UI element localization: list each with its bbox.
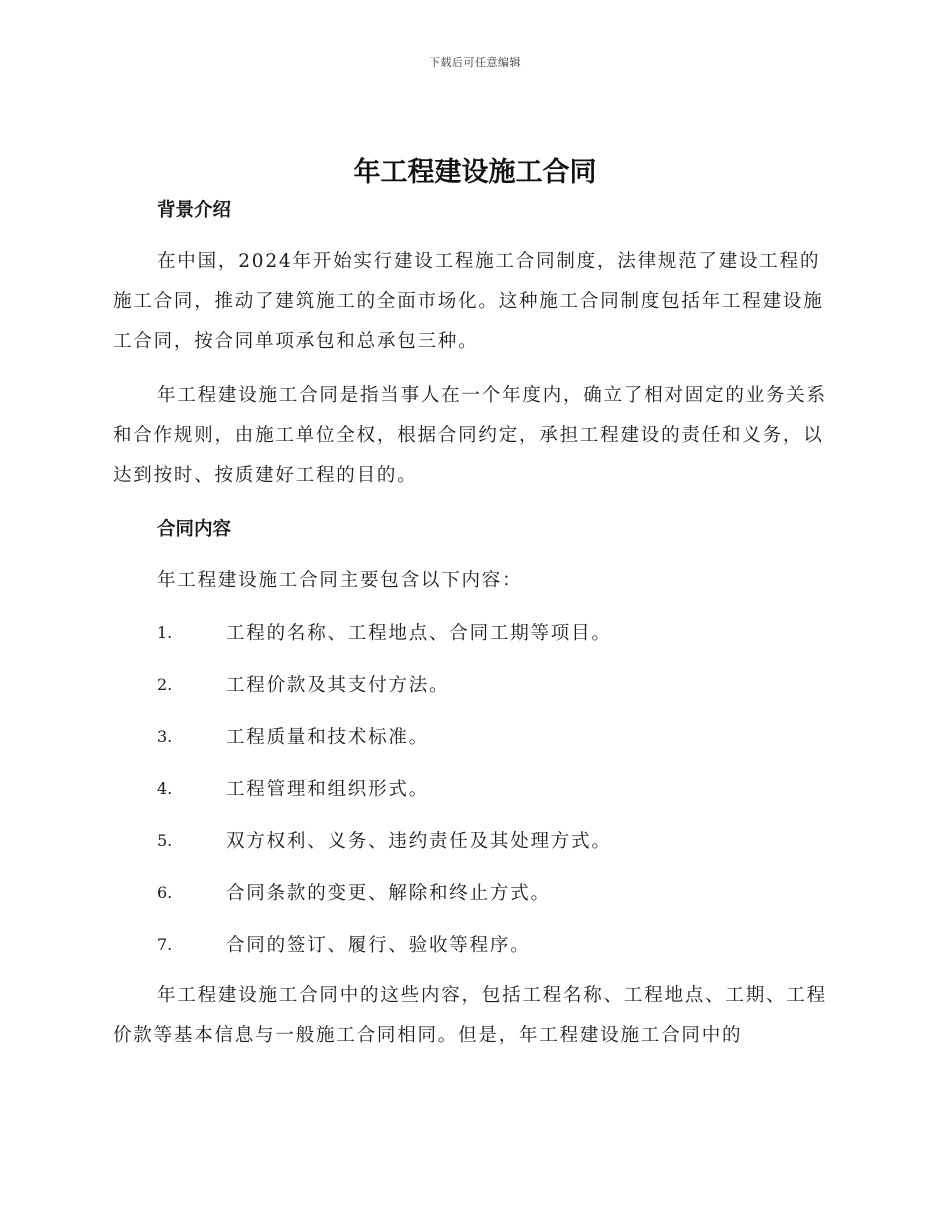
contract-content-intro: 年工程建设施工合同主要包含以下内容： bbox=[157, 570, 523, 591]
list-item-text: 工程价款及其支付方法。 bbox=[226, 675, 450, 696]
list-item bbox=[113, 924, 837, 964]
list-item bbox=[113, 612, 837, 652]
list-item-text: 工程的名称、工程地点、合同工期等项目。 bbox=[226, 623, 612, 644]
document-body bbox=[113, 191, 837, 1056]
list-item-number: 3. bbox=[157, 726, 173, 746]
list-item bbox=[113, 768, 837, 808]
background-paragraph-1: 在中国，2024年开始实行建设工程施工合同制度，法律规范了建设工程的施工合同，推动了建筑施工的全面市场化。这种施工合同制度包括年工程建设施工合同，按合同单项承包和总承包三种。 bbox=[113, 251, 824, 352]
section-heading-background: 背景介绍 bbox=[157, 200, 232, 221]
contract-content-closing-paragraph: 年工程建设施工合同中的这些内容，包括工程名称、工程地点、工期、工程价款等基本信息与一般施工合同相同。但是，年工程建设施工合同中的 bbox=[113, 985, 827, 1046]
list-item-text: 合同条款的变更、解除和终止方式。 bbox=[226, 883, 551, 904]
background-paragraph-2: 年工程建设施工合同是指当事人在一个年度内，确立了相对固定的业务关系和合作规则，由施工单位全权，根据合同约定，承担工程建设的责任和义务，以达到按时、按质建好工程的目的。 bbox=[113, 385, 827, 486]
list-item bbox=[113, 872, 837, 912]
list-item-text: 双方权利、义务、违约责任及其处理方式。 bbox=[226, 831, 612, 852]
page-header-note: 下载后可任意编辑 bbox=[429, 56, 521, 69]
list-item bbox=[113, 716, 837, 756]
list-item-text: 工程质量和技术标准。 bbox=[226, 727, 430, 748]
document-title: 年工程建设施工合同 bbox=[353, 157, 597, 188]
list-item bbox=[113, 664, 837, 704]
list-item-text: 工程管理和组织形式。 bbox=[226, 779, 430, 800]
list-item-number: 4. bbox=[157, 778, 173, 798]
section-heading-contract-content: 合同内容 bbox=[157, 519, 232, 540]
list-item bbox=[113, 820, 837, 860]
list-item-number: 1. bbox=[157, 622, 173, 642]
list-item-number: 7. bbox=[157, 934, 173, 954]
list-item-number: 5. bbox=[157, 830, 173, 850]
list-item-number: 2. bbox=[157, 674, 173, 694]
list-item-number: 6. bbox=[157, 882, 173, 902]
list-item-text: 合同的签订、履行、验收等程序。 bbox=[226, 935, 531, 956]
contract-content-list bbox=[113, 612, 837, 964]
